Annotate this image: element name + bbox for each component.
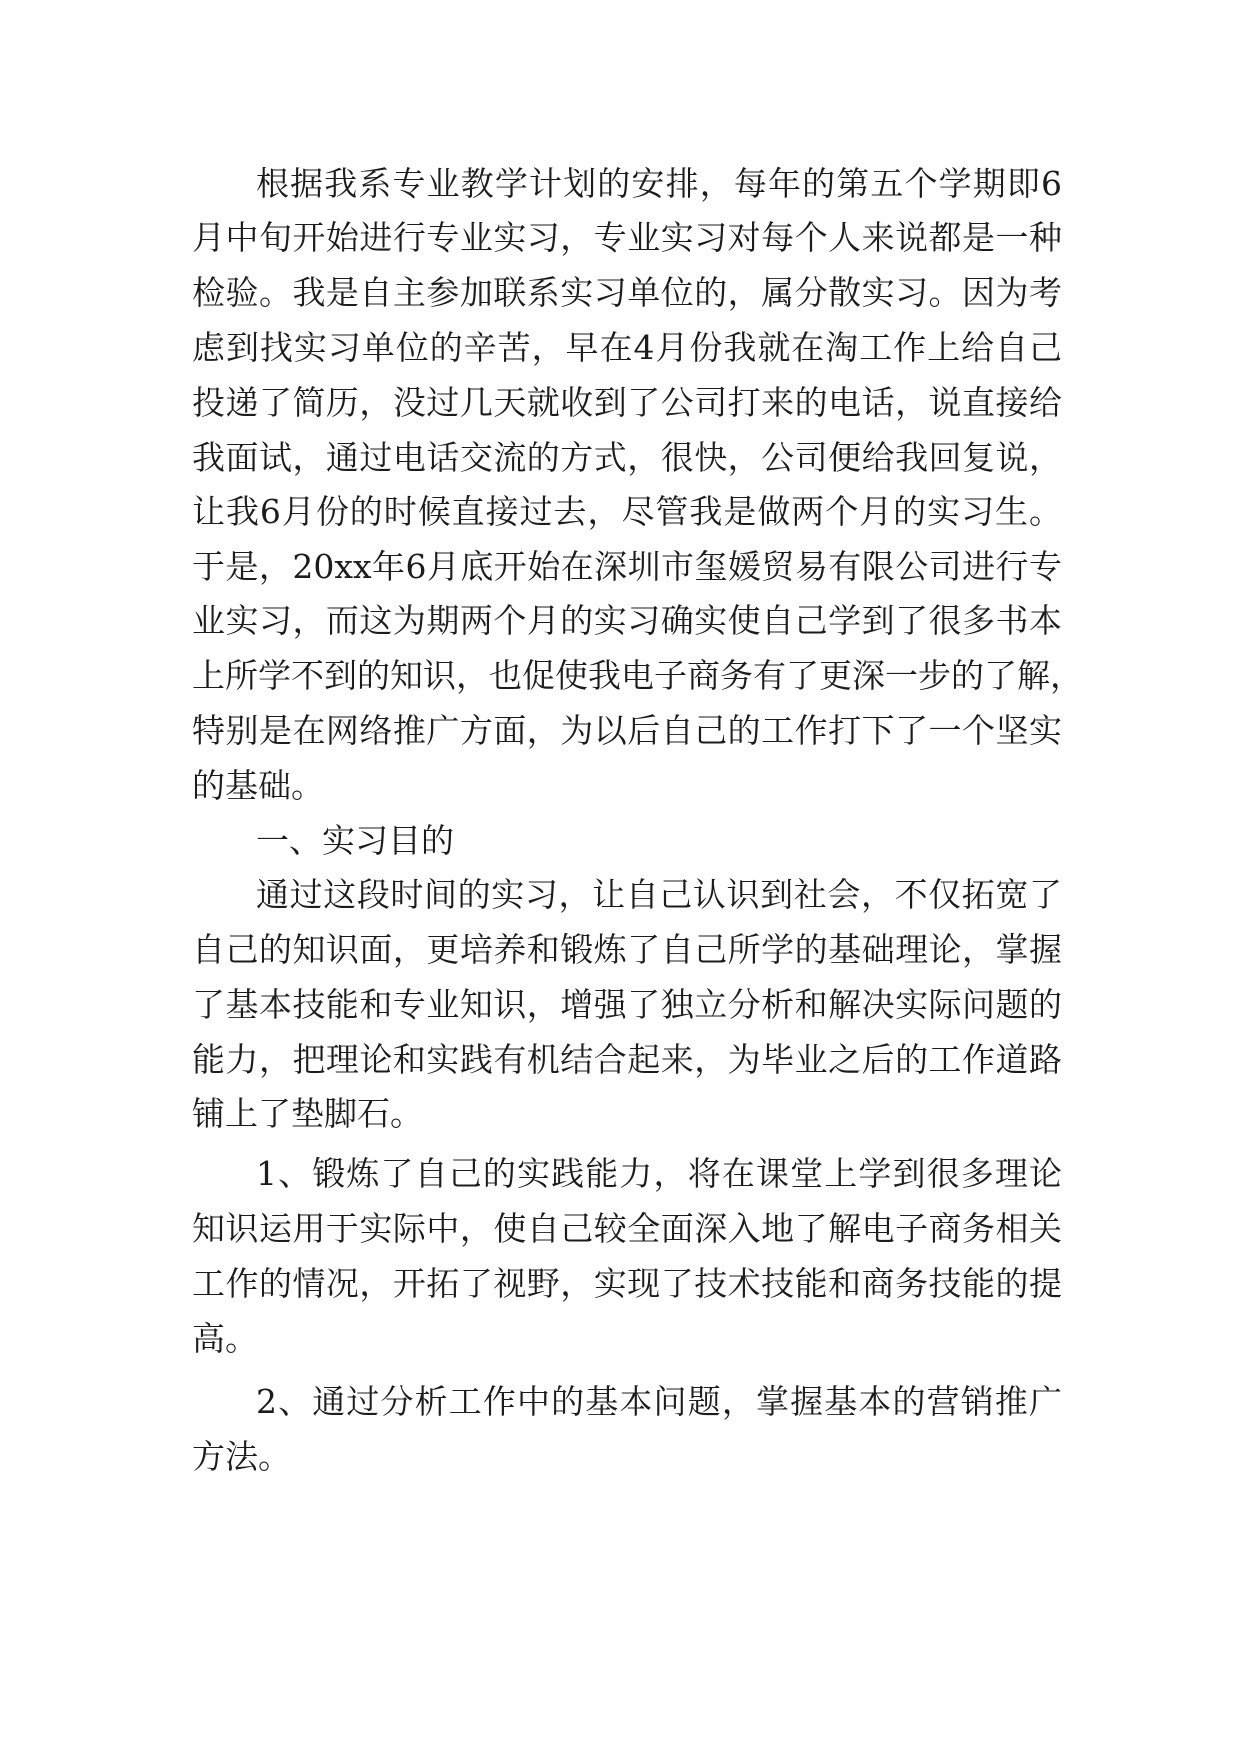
paragraph-1-line-9: 业实习，而这为期两个月的实习确实使自己学到了很多书本: [192, 601, 1062, 640]
paragraph-1-line-6: 我面试，通过电话交流的方式，很快，公司便给我回复说，: [192, 438, 1062, 477]
paragraph-1-line-1: 根据我系专业教学计划的安排，每年的第五个学期即6: [256, 164, 1062, 203]
paragraph-1-line-2: 月中旬开始进行专业实习，专业实习对每个人来说都是一种: [192, 218, 1062, 257]
paragraph-2-line-1: 通过这段时间的实习，让自己认识到社会，不仅拓宽了: [256, 875, 1062, 914]
paragraph-1-line-10: 上所学不到的知识，也促使我电子商务有了更深一步的了解，: [192, 656, 1083, 695]
section-heading: 一、实习目的: [256, 821, 454, 860]
paragraph-2-line-3: 了基本技能和专业知识，增强了独立分析和解决实际问题的: [192, 985, 1062, 1024]
paragraph-2-line-2: 自己的知识面，更培养和锻炼了自己所学的基础理论，掌握: [192, 930, 1062, 969]
paragraph-2-line-4: 能力，把理论和实践有机结合起来，为毕业之后的工作道路: [192, 1040, 1062, 1079]
list-item-1-line-4: 高。: [192, 1319, 258, 1358]
paragraph-1-line-11: 特别是在网络推广方面，为以后自己的工作打下了一个坚实: [192, 711, 1062, 750]
paragraph-1-line-7: 让我6月份的时候直接过去，尽管我是做两个月的实习生。: [192, 492, 1062, 531]
paragraph-1-line-12: 的基础。: [192, 766, 324, 805]
list-item-2-line-1: 2、通过分析工作中的基本问题，掌握基本的营销推广: [256, 1382, 1062, 1421]
paragraph-1-line-3: 检验。我是自主参加联系实习单位的，属分散实习。因为考: [192, 273, 1062, 312]
list-item-1-line-1: 1、锻炼了自己的实践能力，将在课堂上学到很多理论: [256, 1154, 1062, 1193]
list-item-1-line-3: 工作的情况，开拓了视野，实现了技术技能和商务技能的提: [192, 1264, 1062, 1303]
list-item-2-line-2: 方法。: [192, 1437, 291, 1476]
paragraph-2-line-5: 铺上了垫脚石。: [192, 1094, 423, 1133]
paragraph-1-line-5: 投递了简历，没过几天就收到了公司打来的电话，说直接给: [192, 383, 1062, 422]
list-item-1-line-2: 知识运用于实际中，使自己较全面深入地了解电子商务相关: [192, 1209, 1062, 1248]
paragraph-1-line-4: 虑到找实习单位的辛苦，早在4月份我就在淘工作上给自己: [192, 328, 1062, 367]
paragraph-1-line-8: 于是，20xx年6月底开始在深圳市玺媛贸易有限公司进行专: [192, 547, 1062, 586]
